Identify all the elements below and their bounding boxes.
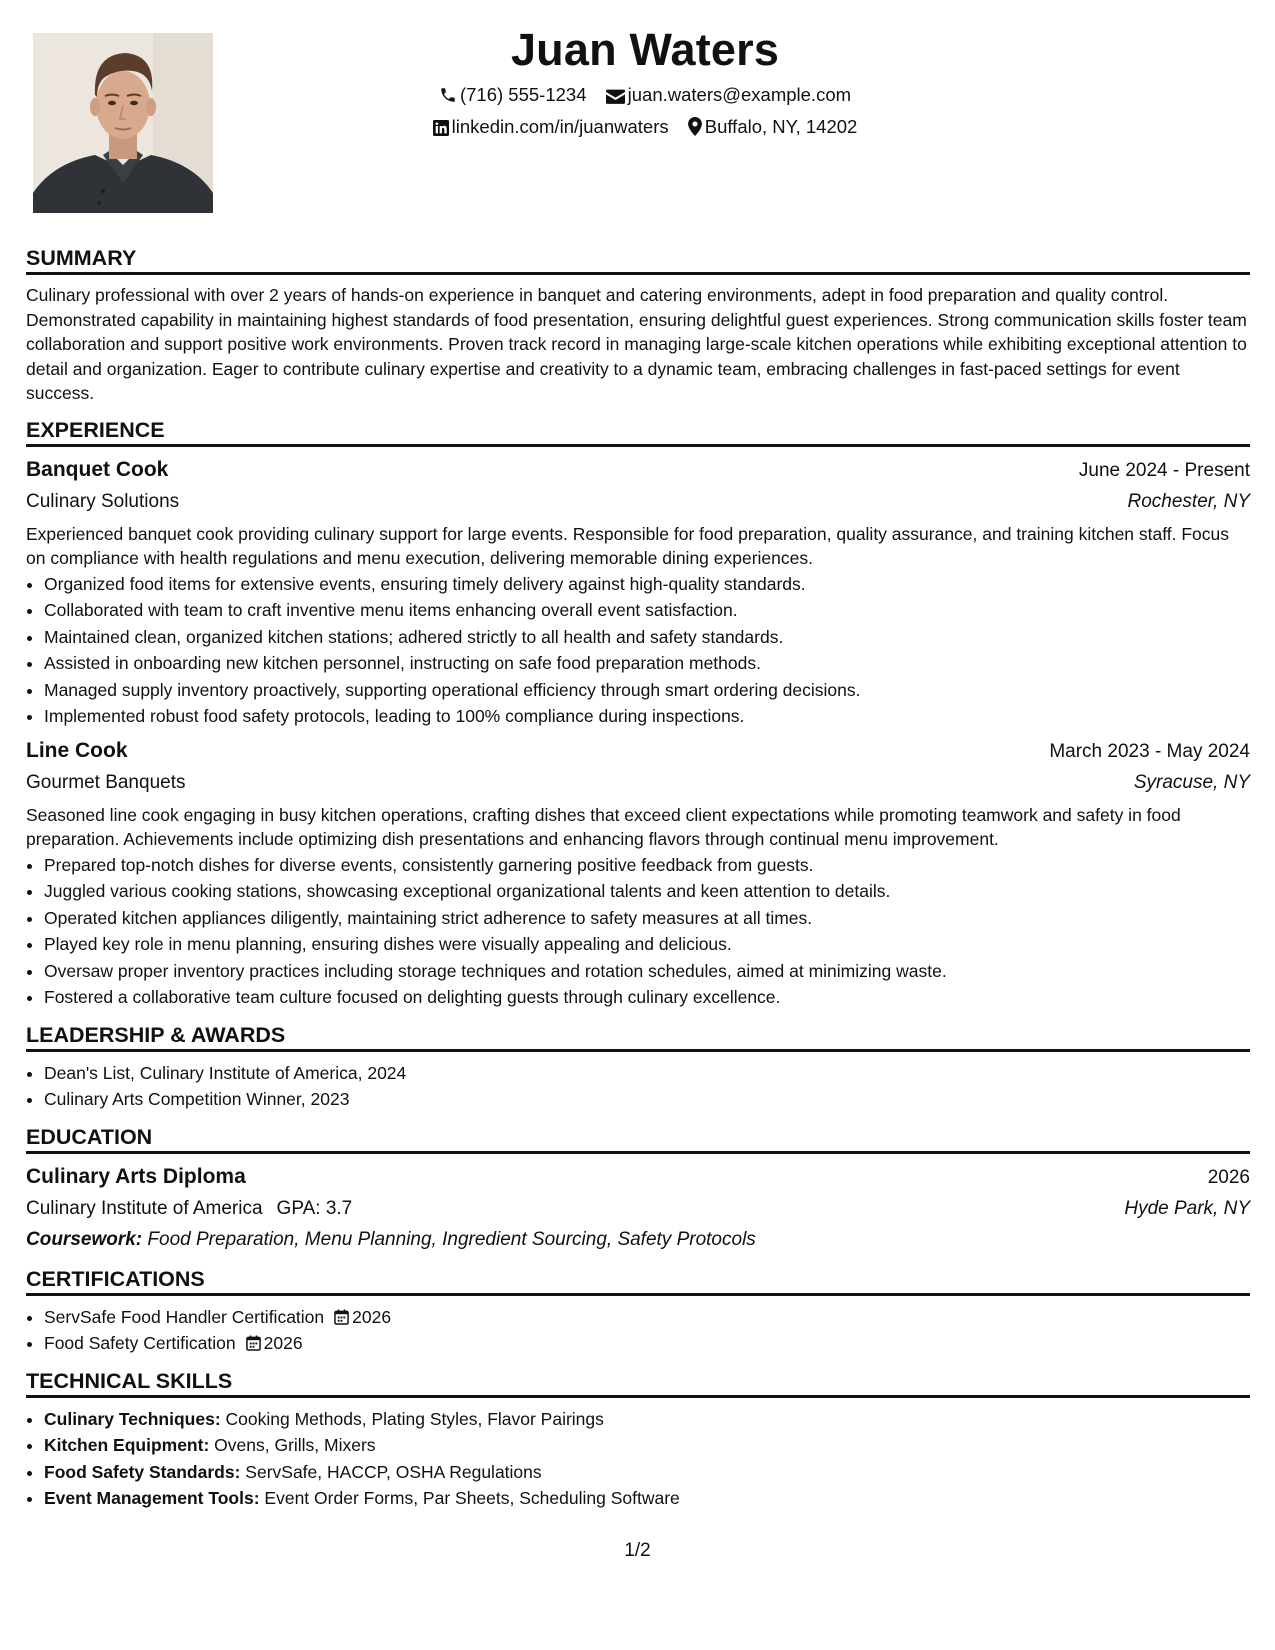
- job-entry: [26, 455, 1250, 730]
- job-description: Seasoned line cook engaging in busy kitchen operations, crafting dishes that exceed client expectations while promoting teamwork and safety in food preparation. Achievements include optimizing dish presentations and enhancing flavors through continual menu improvement.: [26, 804, 1181, 849]
- job-dates: March 2023 - May 2024: [1049, 740, 1250, 762]
- job-location: Rochester, NY: [1127, 490, 1250, 512]
- list-item: • Assisted in onboarding new kitchen personnel, instructing on safe food preparation methods.: [44, 650, 1250, 677]
- contact-line-1: [0, 80, 1275, 110]
- certifications-list: [26, 1304, 1250, 1357]
- cert-year: 2026: [352, 1306, 392, 1327]
- list-item: • Managed supply inventory proactively, supporting operational efficiency through smart ordering decisions.: [44, 677, 1250, 704]
- list-item: • Collaborated with team to craft inventive menu items enhancing overall event satisfaction.: [44, 597, 1250, 624]
- linkedin-icon: [433, 120, 449, 136]
- page-number: 1/2: [624, 1540, 651, 1561]
- list-item: • Maintained clean, organized kitchen stations; adhered strictly to all health and safety standards.: [44, 624, 1250, 651]
- list-item: • Oversaw proper inventory practices including storage techniques and rotation schedules, aimed at minimizing waste.: [44, 958, 1250, 985]
- summary-section: [26, 244, 1250, 406]
- section-title-education: EDUCATION: [26, 1123, 1250, 1154]
- skill-label: Food Safety Standards:: [44, 1461, 241, 1482]
- job-title: Banquet Cook: [26, 457, 169, 481]
- summary-text: Culinary professional with over 2 years of hands-on experience in banquet and catering environments, adept in food preparation and quality control. Demonstrated capability in maintaining highest standards of food presentation, ensuring delightful guest experiences. Strong communication skills foster team collaboration and support positive work environments. Proven track record in managing large-scale kitchen operations while exhibiting exceptional attention to detail and organization. Eager to contribute culinary expertise and creativity to a dynamic team, embracing challenges in fast-paced settings for event success.: [26, 285, 1247, 403]
- calendar-icon: [334, 1309, 349, 1325]
- list-item: • Organized food items for extensive events, ensuring timely delivery against high-quality standards.: [44, 571, 1250, 598]
- skill-value: Ovens, Grills, Mixers: [214, 1435, 376, 1455]
- calendar-icon: [246, 1335, 261, 1351]
- degree-title: Culinary Arts Diploma: [26, 1164, 246, 1188]
- section-title-summary: SUMMARY: [26, 244, 1250, 275]
- location-contact: [688, 112, 858, 142]
- skills-section: [26, 1367, 1250, 1512]
- list-item: • Prepared top-notch dishes for diverse events, consistently garnering positive feedback from guests.: [44, 852, 1250, 879]
- resume-content: [26, 244, 1250, 1522]
- resume-header: [0, 22, 1275, 142]
- skill-value: ServSafe, HACCP, OSHA Regulations: [245, 1461, 542, 1482]
- skill-value: Cooking Methods, Plating Styles, Flavor Pairings: [225, 1408, 604, 1429]
- list-item: • Implemented robust food safety protocols, leading to 100% compliance during inspections.: [44, 703, 1250, 730]
- email-text: juan.waters@example.com: [627, 84, 852, 105]
- gpa-text: GPA: 3.7: [276, 1197, 353, 1219]
- skill-label: Event Management Tools:: [44, 1488, 260, 1508]
- list-item: • Culinary Arts Competition Winner, 2023: [44, 1086, 1250, 1113]
- awards-list: [26, 1060, 1250, 1113]
- awards-section: [26, 1021, 1250, 1113]
- phone-icon: [439, 86, 457, 104]
- envelope-icon: [606, 88, 625, 104]
- coursework-text: Food Preparation, Menu Planning, Ingredient Sourcing, Safety Protocols: [147, 1228, 756, 1250]
- list-item: [44, 1432, 1250, 1459]
- job-bullets: [26, 571, 1250, 730]
- school-name: Culinary Institute of America: [26, 1197, 263, 1219]
- school-location: Hyde Park, NY: [1124, 1197, 1250, 1219]
- skill-label: Kitchen Equipment:: [44, 1435, 210, 1455]
- cert-name: ServSafe Food Handler Certification: [44, 1306, 325, 1327]
- list-item: • Juggled various cooking stations, showcasing exceptional organizational talents and keen attention to details.: [44, 878, 1250, 905]
- cert-name: Food Safety Certification: [44, 1333, 236, 1353]
- section-title-certifications: CERTIFICATIONS: [26, 1265, 1250, 1296]
- list-item: [44, 1459, 1250, 1486]
- list-item: [44, 1330, 1250, 1357]
- school-line: [26, 1193, 352, 1225]
- job-entry: [26, 736, 1250, 1011]
- map-pin-icon: [688, 117, 702, 136]
- list-item: • Dean's List, Culinary Institute of America, 2024: [44, 1060, 1250, 1087]
- job-company: Culinary Solutions: [26, 490, 180, 512]
- email-contact[interactable]: [606, 80, 851, 110]
- phone-contact[interactable]: [439, 80, 587, 110]
- location-text: Buffalo, NY, 14202: [704, 116, 858, 137]
- certifications-section: [26, 1265, 1250, 1357]
- job-company: Gourmet Banquets: [26, 771, 186, 793]
- linkedin-contact[interactable]: [433, 112, 669, 142]
- job-dates: June 2024 - Present: [1078, 459, 1250, 481]
- cert-year: 2026: [263, 1333, 303, 1353]
- coursework-line: [26, 1225, 1250, 1255]
- list-item: [44, 1304, 1250, 1331]
- list-item: [44, 1485, 1250, 1512]
- job-title: Line Cook: [26, 738, 128, 762]
- section-title-awards: LEADERSHIP & AWARDS: [26, 1021, 1250, 1052]
- section-title-experience: EXPERIENCE: [26, 416, 1250, 447]
- job-location: Syracuse, NY: [1133, 771, 1250, 793]
- coursework-label: Coursework:: [26, 1228, 143, 1250]
- cert-date: [236, 1333, 303, 1353]
- list-item: • Operated kitchen appliances diligently, maintaining strict adherence to safety measures at all times.: [44, 905, 1250, 932]
- job-bullets: [26, 852, 1250, 1011]
- skill-label: Culinary Techniques:: [44, 1408, 221, 1429]
- linkedin-text: linkedin.com/in/juanwaters: [451, 116, 669, 137]
- list-item: • Played key role in menu planning, ensuring dishes were visually appealing and delicious.: [44, 931, 1250, 958]
- skills-list: [26, 1406, 1250, 1512]
- cert-date: [324, 1307, 391, 1327]
- experience-section: [26, 416, 1250, 1011]
- contact-line-2: [0, 112, 1275, 142]
- skill-value: Event Order Forms, Par Sheets, Scheduling Software: [264, 1488, 680, 1508]
- education-section: [26, 1123, 1250, 1255]
- phone-text: (716) 555-1234: [459, 84, 587, 105]
- graduation-year: 2026: [1207, 1166, 1250, 1188]
- list-item: • Fostered a collaborative team culture focused on delighting guests through culinary excellence.: [44, 984, 1250, 1011]
- candidate-name: Juan Waters: [510, 24, 780, 75]
- job-description: Experienced banquet cook providing culinary support for large events. Responsible for food preparation, quality assurance, and training kitchen staff. Focus on compliance with health regulations and menu execution, delivering memorable dining experiences.: [26, 523, 1230, 568]
- section-title-skills: TECHNICAL SKILLS: [26, 1367, 1250, 1398]
- list-item: [44, 1406, 1250, 1433]
